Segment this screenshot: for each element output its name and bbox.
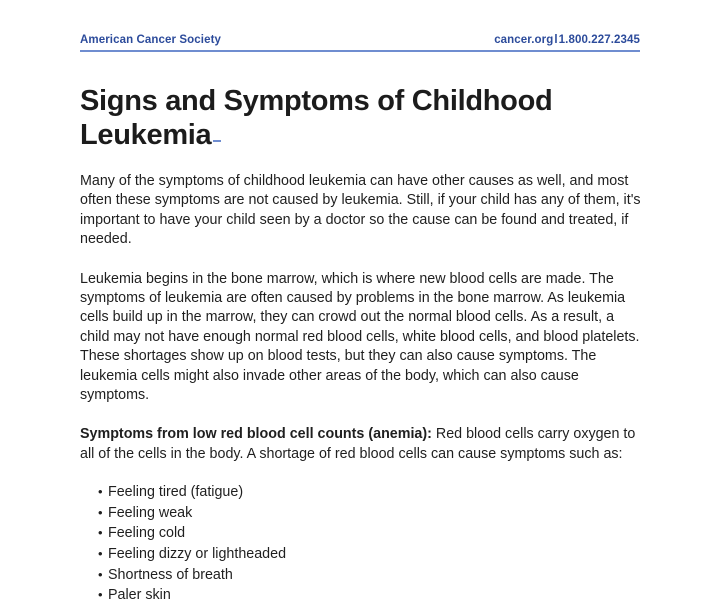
page-title-text: Signs and Symptoms of Childhood Leukemia <box>80 85 553 151</box>
anemia-section-heading: Symptoms from low red blood cell counts (anemia): <box>80 426 432 443</box>
list-item: • Feeling dizzy or lightheaded <box>100 544 642 565</box>
contact-info <box>494 34 640 46</box>
page-title <box>80 84 640 152</box>
list-item: • Shortness of breath <box>100 565 642 586</box>
document-body <box>80 172 642 606</box>
phone-number[interactable]: 1.800.227.2345 <box>558 34 640 46</box>
anemia-section-intro: Red blood cells carry oxygen to all of the cells in the body. A shortage of red blood cells can cause symptoms such as: <box>80 426 636 462</box>
list-item: • Feeling weak <box>100 503 642 524</box>
document-header <box>80 34 640 52</box>
anemia-symptom-list <box>80 482 642 606</box>
title-anchor-link[interactable] <box>213 140 221 142</box>
anemia-section-paragraph <box>80 425 642 464</box>
website-link[interactable]: cancer.org <box>494 34 554 46</box>
marrow-explanation-paragraph: Leukemia begins in the bone marrow, which is where new blood cells are made. The symptoms of leukemia are often caused by problems in the bone marrow. As leukemia cells build up in the marrow, they can crowd out the normal blood cells. As a result, a child may not have enough normal red blood cells, white blood cells, and blood platelets. These shortages show up on blood tests, but they can also cause symptoms. The leukemia cells might also invade other areas of the body, which can also cause symptoms. <box>80 270 640 404</box>
list-item: • Paler skin <box>100 585 642 606</box>
intro-paragraph: Many of the symptoms of childhood leukemia can have other causes as well, and most often these symptoms are not caused by leukemia. Still, if your child has any of them, it's important to have your child seen by a doctor so the cause can be found and treated, if needed. <box>80 173 641 248</box>
separator-glyph: l <box>554 34 558 46</box>
organization-name: American Cancer Society <box>80 34 222 46</box>
list-item: • Feeling cold <box>100 523 642 544</box>
list-item: • Feeling tired (fatigue) <box>100 482 642 503</box>
